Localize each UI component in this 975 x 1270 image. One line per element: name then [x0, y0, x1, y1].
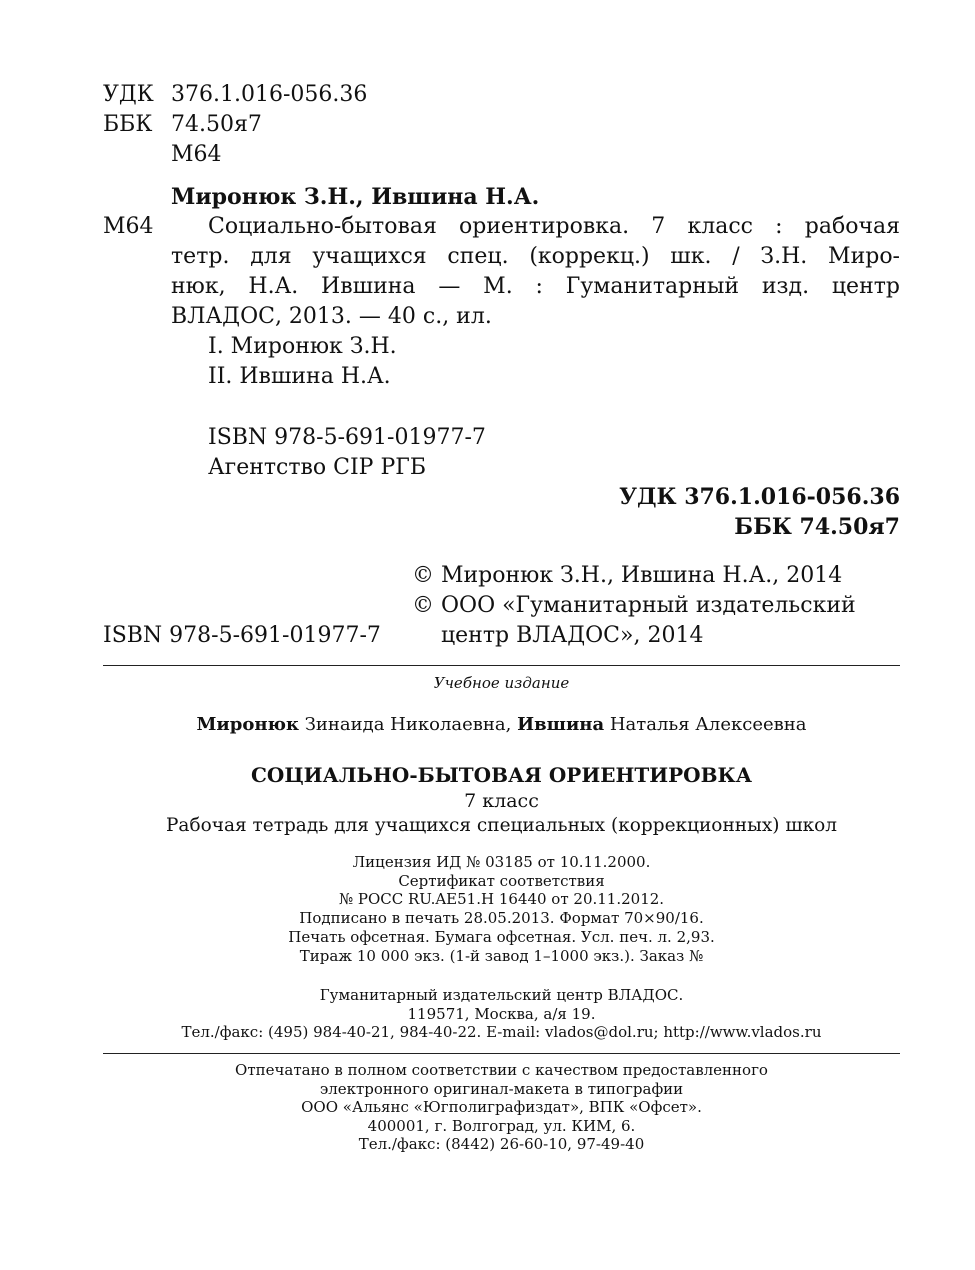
- card-description-line-2: тетр. для учащихся спец. (коррекц.) шк. / З.Н. Миро-: [171, 244, 900, 269]
- card-authors-heading: Миронюк З.Н., Ившина Н.А.: [171, 184, 540, 210]
- copyright-line-2: © ООО «Гуманитарный издательский: [412, 593, 856, 618]
- printer-line: 400001, г. Волгоград, ул. КИМ, 6.: [367, 1116, 636, 1135]
- book-subtitle: Рабочая тетрадь для учащихся специальных (коррекционных) школ: [165, 815, 838, 836]
- publisher-line: Тел./факс: (495) 984-40-21, 984-40-22. E-mail: vlados@dol.ru; http://www.vlados.ru: [181, 1023, 822, 1041]
- author2-surname: Ившина: [517, 714, 605, 735]
- pub-detail-line: Печать офсетная. Бумага офсетная. Усл. печ. л. 2,93.: [288, 927, 715, 946]
- printer-info: [103, 1061, 900, 1154]
- pub-detail-line: Тираж 10 000 экз. (1-й завод 1–1000 экз.). Заказ №: [299, 946, 704, 965]
- divider-top: [103, 665, 900, 666]
- udk-header: [103, 80, 367, 110]
- pub-detail-line: Лицензия ИД № 03185 от 10.11.2000.: [352, 853, 651, 871]
- udk-label: УДК: [103, 82, 154, 107]
- pub-detail-line: Сертификат соответствия: [398, 871, 605, 890]
- card-entry-2: II. Ившина Н.А.: [208, 364, 391, 389]
- pub-detail-line: № РОСС RU.AE51.H 16440 от 20.11.2012.: [338, 890, 665, 909]
- card-description-line-1: Социально-бытовая ориентировка. 7 класс : рабочая: [208, 214, 900, 239]
- printer-line: Тел./факс: (8442) 26-60-10, 97-49-40: [358, 1135, 645, 1154]
- publisher-line: 119571, Москва, а/я 19.: [407, 1004, 596, 1023]
- card-bbk-full: ББК 74.50я7: [734, 514, 900, 540]
- card-isbn: ISBN 978-5-691-01977-7: [208, 425, 486, 450]
- authors-full: [103, 714, 900, 735]
- publication-details: [103, 853, 900, 965]
- printer-line: Отпечатано в полном соответствии с качеством предоставленного: [235, 1061, 768, 1079]
- card-entry-1: I. Миронюк З.Н.: [208, 334, 397, 359]
- card-agency: Агентство CIP РГБ: [208, 455, 427, 480]
- author-sign-header: М64: [171, 142, 222, 167]
- author1-surname: Миронюк: [196, 714, 299, 735]
- copyright-line-1: © Миронюк З.Н., Ившина Н.А., 2014: [412, 563, 843, 588]
- bbk-label: ББК: [103, 112, 153, 137]
- book-grade: 7 класс: [464, 790, 539, 812]
- publisher-line: Гуманитарный издательский центр ВЛАДОС.: [319, 986, 684, 1004]
- publisher-info: [103, 986, 900, 1042]
- copyright-line-3: центр ВЛАДОС», 2014: [441, 623, 704, 648]
- card-description-line-3: нюк, Н.А. Ившина — М. : Гуманитарный изд. центр: [171, 274, 900, 299]
- card-udk-full: УДК 376.1.016-056.36: [619, 484, 900, 510]
- author1-name: Зинаида Николаевна,: [298, 714, 518, 735]
- edition-type: Учебное издание: [433, 674, 570, 692]
- book-title: СОЦИАЛЬНО-БЫТОВАЯ ОРИЕНТИРОВКА: [250, 763, 752, 787]
- printer-line: ООО «Альянс «Югполиграфиздат», ВПК «Офсет».: [301, 1098, 702, 1117]
- copyright-isbn: ISBN 978-5-691-01977-7: [103, 623, 381, 648]
- author2-name: Наталья Алексеевна: [604, 714, 807, 735]
- card-sign: М64: [103, 214, 154, 239]
- udk-value: 376.1.016-056.36: [171, 82, 368, 107]
- divider-bottom: [103, 1053, 900, 1054]
- pub-detail-line: Подписано в печать 28.05.2013. Формат 70×90/16.: [299, 909, 704, 928]
- printer-line: электронного оригинал-макета в типографии: [319, 1079, 684, 1098]
- bbk-value: 74.50я7: [171, 112, 262, 137]
- card-description-line-4: ВЛАДОС, 2013. — 40 с., ил.: [171, 304, 492, 329]
- bbk-header: [103, 110, 262, 140]
